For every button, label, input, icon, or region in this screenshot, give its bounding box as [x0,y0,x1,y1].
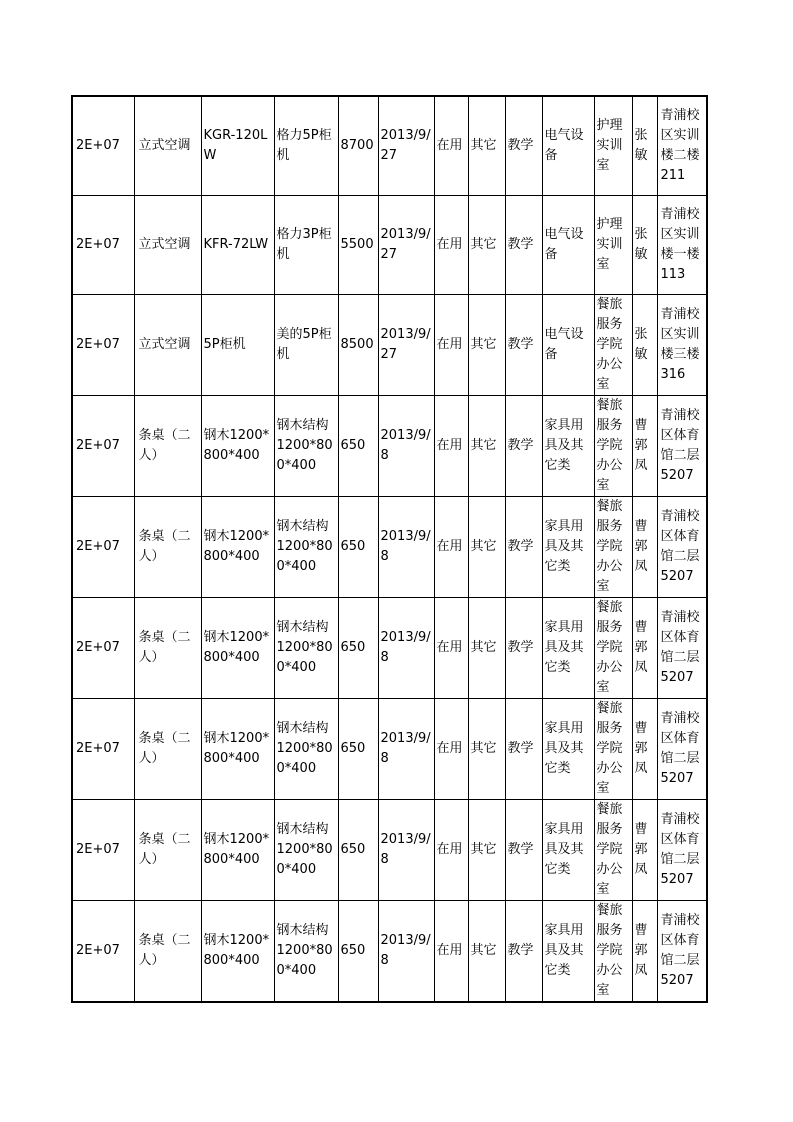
use-cell: 教学 [505,598,542,699]
use-cell: 教学 [505,295,542,396]
department-cell: 护理实训室 [594,96,632,196]
status-cell: 在用 [434,497,468,598]
custodian-cell: 曹郭凤 [632,699,657,800]
price-cell: 650 [338,598,378,699]
asset-name-cell: 条桌（二人） [134,396,201,497]
location-cell: 青浦校区体育馆二层5207 [657,497,707,598]
asset-code-cell: 2E+07 [72,295,134,396]
asset-code-cell: 2E+07 [72,96,134,196]
spec-cell: 钢木结构1200*800*400 [274,901,338,1003]
custodian-cell: 曹郭凤 [632,800,657,901]
model-cell: 钢木1200*800*400 [201,800,274,901]
table-row [72,497,707,598]
spec-cell: 格力5P柜机 [274,96,338,196]
model-cell: 钢木1200*800*400 [201,598,274,699]
date-cell: 2013/9/27 [378,295,434,396]
price-cell: 8700 [338,96,378,196]
status-cell: 在用 [434,96,468,196]
asset-code-cell: 2E+07 [72,901,134,1003]
location-cell: 青浦校区体育馆二层5207 [657,901,707,1003]
table-row [72,396,707,497]
asset-name-cell: 立式空调 [134,96,201,196]
date-cell: 2013/9/8 [378,598,434,699]
category-cell: 家具用具及其它类 [542,901,594,1003]
category-cell: 家具用具及其它类 [542,497,594,598]
date-cell: 2013/9/27 [378,196,434,295]
source-cell: 其它 [468,598,505,699]
department-cell: 护理实训室 [594,196,632,295]
custodian-cell: 曹郭凤 [632,396,657,497]
location-cell: 青浦校区体育馆二层5207 [657,598,707,699]
status-cell: 在用 [434,396,468,497]
status-cell: 在用 [434,901,468,1003]
asset-code-cell: 2E+07 [72,598,134,699]
department-cell: 餐旅服务学院办公室 [594,295,632,396]
spec-cell: 钢木结构1200*800*400 [274,598,338,699]
source-cell: 其它 [468,396,505,497]
price-cell: 650 [338,396,378,497]
status-cell: 在用 [434,800,468,901]
table-row [72,196,707,295]
category-cell: 电气设备 [542,96,594,196]
asset-code-cell: 2E+07 [72,396,134,497]
asset-name-cell: 立式空调 [134,196,201,295]
use-cell: 教学 [505,800,542,901]
location-cell: 青浦校区体育馆二层5207 [657,396,707,497]
location-cell: 青浦校区实训楼二楼211 [657,96,707,196]
model-cell: 钢木1200*800*400 [201,901,274,1003]
department-cell: 餐旅服务学院办公室 [594,699,632,800]
date-cell: 2013/9/27 [378,96,434,196]
asset-name-cell: 立式空调 [134,295,201,396]
asset-name-cell: 条桌（二人） [134,800,201,901]
model-cell: KFR-72LW [201,196,274,295]
spec-cell: 美的5P柜机 [274,295,338,396]
asset-name-cell: 条桌（二人） [134,598,201,699]
table-row [72,699,707,800]
date-cell: 2013/9/8 [378,396,434,497]
table-row [72,295,707,396]
spec-cell: 格力3P柜机 [274,196,338,295]
source-cell: 其它 [468,800,505,901]
price-cell: 8500 [338,295,378,396]
source-cell: 其它 [468,196,505,295]
model-cell: 5P柜机 [201,295,274,396]
table-row [72,598,707,699]
category-cell: 电气设备 [542,196,594,295]
custodian-cell: 张敏 [632,295,657,396]
date-cell: 2013/9/8 [378,497,434,598]
department-cell: 餐旅服务学院办公室 [594,800,632,901]
spec-cell: 钢木结构1200*800*400 [274,497,338,598]
use-cell: 教学 [505,96,542,196]
location-cell: 青浦校区实训楼一楼113 [657,196,707,295]
category-cell: 家具用具及其它类 [542,396,594,497]
asset-code-cell: 2E+07 [72,699,134,800]
location-cell: 青浦校区实训楼三楼316 [657,295,707,396]
category-cell: 家具用具及其它类 [542,598,594,699]
table-row [72,901,707,1003]
custodian-cell: 曹郭凤 [632,497,657,598]
date-cell: 2013/9/8 [378,901,434,1003]
status-cell: 在用 [434,295,468,396]
asset-code-cell: 2E+07 [72,497,134,598]
custodian-cell: 曹郭凤 [632,901,657,1003]
model-cell: KGR-120LW [201,96,274,196]
use-cell: 教学 [505,699,542,800]
source-cell: 其它 [468,901,505,1003]
category-cell: 家具用具及其它类 [542,800,594,901]
source-cell: 其它 [468,96,505,196]
category-cell: 电气设备 [542,295,594,396]
department-cell: 餐旅服务学院办公室 [594,497,632,598]
use-cell: 教学 [505,196,542,295]
status-cell: 在用 [434,699,468,800]
price-cell: 650 [338,497,378,598]
model-cell: 钢木1200*800*400 [201,497,274,598]
spec-cell: 钢木结构1200*800*400 [274,800,338,901]
source-cell: 其它 [468,699,505,800]
asset-code-cell: 2E+07 [72,800,134,901]
source-cell: 其它 [468,497,505,598]
price-cell: 5500 [338,196,378,295]
price-cell: 650 [338,901,378,1003]
status-cell: 在用 [434,196,468,295]
custodian-cell: 曹郭凤 [632,598,657,699]
location-cell: 青浦校区体育馆二层5207 [657,800,707,901]
department-cell: 餐旅服务学院办公室 [594,598,632,699]
table-row [72,96,707,196]
department-cell: 餐旅服务学院办公室 [594,396,632,497]
location-cell: 青浦校区体育馆二层5207 [657,699,707,800]
custodian-cell: 张敏 [632,96,657,196]
price-cell: 650 [338,800,378,901]
table-body [72,96,707,1002]
category-cell: 家具用具及其它类 [542,699,594,800]
use-cell: 教学 [505,396,542,497]
model-cell: 钢木1200*800*400 [201,396,274,497]
custodian-cell: 张敏 [632,196,657,295]
use-cell: 教学 [505,497,542,598]
asset-name-cell: 条桌（二人） [134,497,201,598]
asset-name-cell: 条桌（二人） [134,901,201,1003]
date-cell: 2013/9/8 [378,800,434,901]
use-cell: 教学 [505,901,542,1003]
status-cell: 在用 [434,598,468,699]
table-row [72,800,707,901]
source-cell: 其它 [468,295,505,396]
asset-name-cell: 条桌（二人） [134,699,201,800]
department-cell: 餐旅服务学院办公室 [594,901,632,1003]
price-cell: 650 [338,699,378,800]
asset-code-cell: 2E+07 [72,196,134,295]
spec-cell: 钢木结构1200*800*400 [274,699,338,800]
model-cell: 钢木1200*800*400 [201,699,274,800]
spec-cell: 钢木结构1200*800*400 [274,396,338,497]
date-cell: 2013/9/8 [378,699,434,800]
asset-table [71,95,708,1003]
